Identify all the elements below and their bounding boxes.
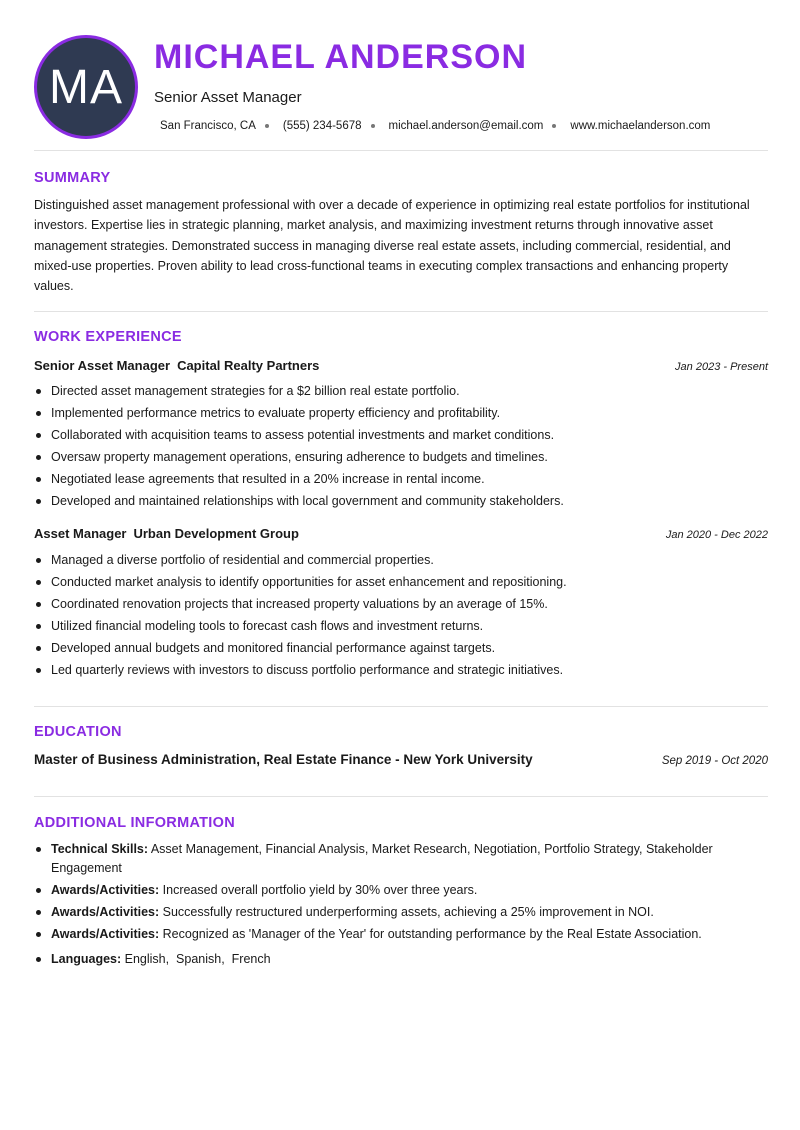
item-label: Awards/Activities: xyxy=(51,927,160,941)
list-item: Coordinated renovation projects that increased property valuations by an average of 15%. xyxy=(34,593,768,615)
divider xyxy=(34,706,768,707)
contact-phone[interactable]: (555) 234-5678 xyxy=(282,120,362,132)
contact-website[interactable]: www.michaelanderson.com xyxy=(570,120,711,132)
job-role: Asset Manager xyxy=(34,526,127,541)
divider xyxy=(34,311,768,312)
list-item: Directed asset management strategies for a $2 billion real estate portfolio. xyxy=(34,380,768,402)
job-bullets xyxy=(34,380,768,512)
work-experience-heading: WORK EXPERIENCE xyxy=(34,329,182,345)
job-header xyxy=(34,358,768,373)
education-heading: EDUCATION xyxy=(34,724,122,740)
list-item xyxy=(34,840,768,878)
list-item: Negotiated lease agreements that resulted in a 20% increase in rental income. xyxy=(34,468,768,490)
divider xyxy=(34,150,768,151)
list-item: Collaborated with acquisition teams to assess potential investments and market conditions. xyxy=(34,424,768,446)
job-dates: Jan 2020 - Dec 2022 xyxy=(665,529,768,541)
contact-email[interactable]: michael.anderson@email.com xyxy=(388,120,544,132)
languages-item xyxy=(34,950,768,969)
list-item: Developed annual budgets and monitored financial performance against targets. xyxy=(34,637,768,659)
languages-text: English, Spanish, French xyxy=(124,952,271,966)
contact-location: San Francisco, CA xyxy=(160,120,256,132)
job-role: Senior Asset Manager xyxy=(34,358,171,373)
education-degree: Master of Business Administration, Real Estate Finance - New York University xyxy=(34,752,533,767)
list-item: Managed a diverse portfolio of residential and commercial properties. xyxy=(34,549,768,571)
list-item: Developed and maintained relationships with local government and community stakeholders. xyxy=(34,490,768,512)
contact-row xyxy=(160,120,710,132)
list-item xyxy=(34,881,768,900)
divider xyxy=(34,796,768,797)
item-text: Increased overall portfolio yield by 30% over three years. xyxy=(162,883,478,897)
summary-heading: SUMMARY xyxy=(34,170,111,186)
item-label: Awards/Activities: xyxy=(51,883,160,897)
candidate-name: MICHAEL ANDERSON xyxy=(154,38,528,76)
job-dates: Jan 2023 - Present xyxy=(675,361,768,373)
list-item xyxy=(34,925,768,944)
languages-label: Languages: xyxy=(51,952,122,966)
job-bullets xyxy=(34,549,768,681)
separator-dot xyxy=(552,124,556,128)
additional-info-heading: ADDITIONAL INFORMATION xyxy=(34,815,235,831)
avatar xyxy=(34,35,138,139)
education-dates: Sep 2019 - Oct 2020 xyxy=(661,755,768,767)
job-header xyxy=(34,526,768,541)
separator-dot xyxy=(371,124,375,128)
separator-dot xyxy=(265,124,269,128)
summary-text: Distinguished asset management professional with over a decade of experience in optimizing real estate portfolios for institutional investors. Expertise lies in strategic planning, market analysis, and maximizing investment returns through innovative asset management strategies. Demonstrated success in managing diverse real estate assets, including commercial, residential, and mixed-use properties. Proven ability to lead cross-functional teams in executing complex transactions and enhancing property values. xyxy=(34,198,750,294)
item-text: Recognized as 'Manager of the Year' for outstanding performance by the Real Estate Association. xyxy=(162,927,702,941)
item-label: Awards/Activities: xyxy=(51,905,160,919)
avatar-initials: MA xyxy=(49,60,123,114)
item-label: Technical Skills: xyxy=(51,842,149,856)
item-text: Asset Management, Financial Analysis, Market Research, Negotiation, Portfolio Strategy, Stakeholder Engagement xyxy=(51,842,713,875)
job-company: Urban Development Group xyxy=(133,526,299,541)
list-item: Led quarterly reviews with investors to discuss portfolio performance and strategic initiatives. xyxy=(34,659,768,681)
list-item: Implemented performance metrics to evaluate property efficiency and profitability. xyxy=(34,402,768,424)
candidate-title: Senior Asset Manager xyxy=(154,89,302,106)
list-item: Oversaw property management operations, ensuring adherence to budgets and timelines. xyxy=(34,446,768,468)
item-text: Successfully restructured underperforming assets, achieving a 25% improvement in NOI. xyxy=(162,905,654,919)
list-item: Utilized financial modeling tools to forecast cash flows and investment returns. xyxy=(34,615,768,637)
list-item xyxy=(34,903,768,922)
job-company: Capital Realty Partners xyxy=(177,358,320,373)
list-item: Conducted market analysis to identify opportunities for asset enhancement and repositioning. xyxy=(34,571,768,593)
additional-info-list xyxy=(34,840,768,972)
education-entry xyxy=(34,752,768,767)
